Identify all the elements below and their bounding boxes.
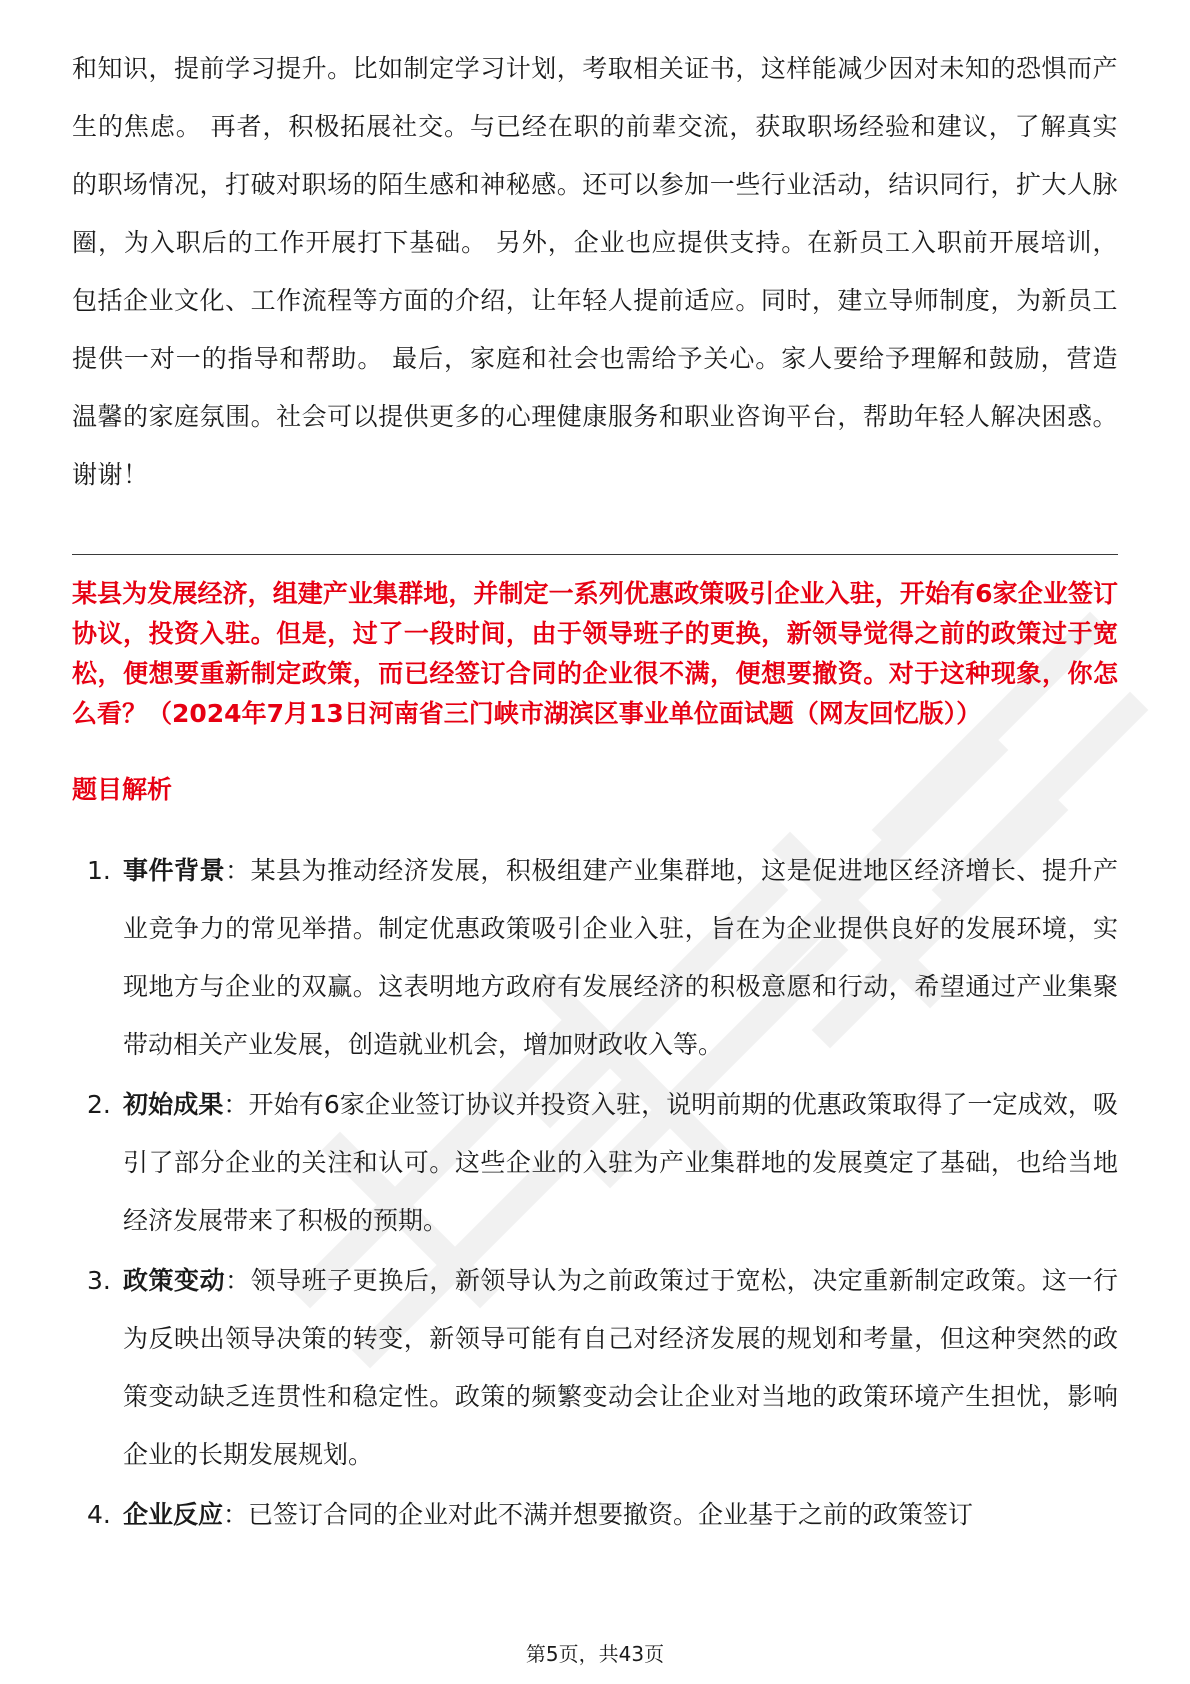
point-title: 初始成果 [123,1090,224,1119]
point-number: 1. [87,856,111,885]
point-number: 3. [87,1266,111,1295]
point-title: 企业反应 [123,1500,224,1529]
point-body: ：开始有6家企业签订协议并投资入驻，说明前期的优惠政策取得了一定成效，吸引了部分企业的关注和认可。这些企业的入驻为产业集群地的发展奠定了基础，也给当地经济发展带来了积极的预期。 [123,1090,1118,1235]
point-body: ：某县为推动经济发展，积极组建产业集群地，这是促进地区经济增长、提升产业竞争力的常见举措。制定优惠政策吸引企业入驻，旨在为企业提供良好的发展环境，实现地方与企业的双赢。这表明地方政府有发展经济的积极意愿和行动，希望通过产业集聚带动相关产业发展，创造就业机会，增加财政收入等。 [123,856,1118,1059]
analysis-heading: 题目解析 [72,775,173,804]
analysis-point [72,1076,1118,1250]
point-title: 政策变动 [123,1266,226,1295]
analysis-point [72,1252,1118,1484]
analysis-point [72,842,1118,1074]
point-body: ：已签订合同的企业对此不满并想要撤资。企业基于之前的政策签订 [223,1500,974,1529]
point-number: 2. [87,1090,111,1119]
analysis-point [72,1486,1118,1544]
point-body: ：领导班子更换后，新领导认为之前政策过于宽松，决定重新制定政策。这一行为反映出领导决策的转变，新领导可能有自己对经济发展的规划和考量，但这种突然的政策变动缺乏连贯性和稳定性。政策的频繁变动会让企业对当地的政策环境产生担忧，影响企业的长期发展规划。 [123,1266,1118,1469]
point-title: 事件背景 [123,856,226,885]
analysis-points-list [72,842,1118,1546]
intro-section [72,40,1118,504]
point-number: 4. [87,1500,111,1529]
intro-paragraph: 和知识，提前学习提升。比如制定学习计划，考取相关证书，这样能减少因对未知的恐惧而产生的焦虑。 再者，积极拓展社交。与已经在职的前辈交流，获取职场经验和建议，了解真实的职场情况，打破对职场的陌生感和神秘感。还可以参加一些行业活动，结识同行，扩大人脉圈，为入职后的工作开展打下基础。 另外，企业也应提供支持。在新员工入职前开展培训，包括企业文化、工作流程等方面的介绍，让年轻人提前适应。同时，建立导师制度，为新员工提供一对一的指导和帮助。 最后，家庭和社会也需给予关心。家人要给予理解和鼓励，营造温馨的家庭氛围。社会可以提供更多的心理健康服务和职业咨询平台，帮助年轻人解决困惑。谢谢！ [72,54,1118,489]
page-number-footer: 第5页，共43页 [525,1642,665,1666]
section-divider [72,554,1118,555]
question-text: 某县为发展经济，组建产业集群地，并制定一系列优惠政策吸引企业入驻，开始有6家企业签订协议，投资入驻。但是，过了一段时间，由于领导班子的更换，新领导觉得之前的政策过于宽松，便想要重新制定政策，而已经签订合同的企业很不满，便想要撤资。对于这种现象，你怎么看？（2024年7月13日河南省三门峡市湖滨区事业单位面试题（网友回忆版）） [72,579,1118,728]
